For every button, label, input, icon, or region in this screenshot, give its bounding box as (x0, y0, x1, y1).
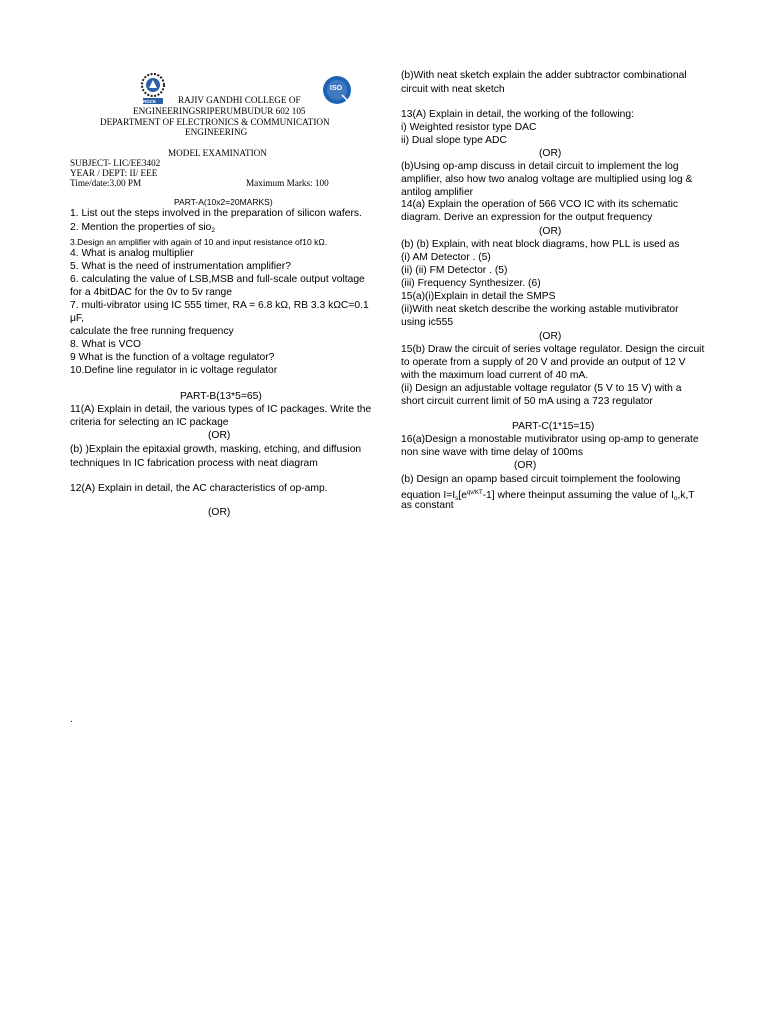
q15b-line2: to operate from a supply of 20 V and provide an output of 12 V (401, 357, 686, 368)
q11a-line1: 11(A) Explain in detail, the various types of IC packages. Write the (70, 404, 372, 415)
q12a: 12(A) Explain in detail, the AC characteristics of op-amp. (70, 483, 328, 494)
q16b-equation-line: equation $I=I_s[e^{qv/KT}-1]$ where theinput assuming the value of $I_o,k,T$ (401, 490, 695, 502)
q13a-line1: 13(A) Explain in detail, the working of the following: (401, 109, 634, 120)
year-dept-line: YEAR / DEPT: II/ EEE (70, 168, 158, 178)
part-a-q3: 3.Design an amplifier with again of 10 and input resistance of10 kΩ. (70, 237, 328, 247)
q16b-line1: (b) Design an opamp based circuit toimplement the foolowing (401, 474, 681, 485)
q15b-line3: with the maximum load current of 40 mA. (401, 370, 589, 381)
q14-or: (OR) (539, 226, 562, 237)
q13b-line3: antilog amplifier (401, 187, 474, 198)
q14b-line2: (i) AM Detector . (5) (401, 252, 491, 263)
q12b-line2: circuit with neat sketch (401, 84, 505, 95)
q15a-line1: 15(a)(i)Explain in detail the SMPS (401, 291, 556, 302)
q14b-line1: (b) (b) Explain, with neat block diagrams, how PLL is used as (401, 239, 680, 250)
part-b-title: PART-B(13*5=65) (180, 391, 262, 402)
q15b-line5: short circuit current limit of 50 mA using a 723 regulator (401, 396, 653, 407)
q12b-line1: (b)With neat sketch explain the adder subtractor combinational (401, 70, 687, 81)
part-a-q10: 10.Define line regulator in ic voltage regulator (70, 365, 278, 376)
q14b-line4: (iii) Frequency Synthesizer. (6) (401, 278, 541, 289)
max-marks: Maximum Marks: 100 (246, 178, 329, 188)
subject-line: SUBJECT- LIC/EE3402 (70, 158, 161, 168)
q15a-line2: (ii)With neat sketch describe the working astable mutivibrator (401, 304, 679, 315)
part-a-q9: 9 What is the function of a voltage regulator? (70, 352, 275, 363)
part-a-q8: 8. What is VCO (70, 339, 141, 350)
q16a-line2: non sine wave with time delay of 100ms (401, 447, 584, 458)
q11b-line1: (b) )Explain the epitaxial growth, masking, etching, and diffusion (70, 444, 362, 455)
q13a-line3: ii) Dual slope type ADC (401, 135, 507, 146)
part-a-q4: 4. What is analog multiplier (70, 248, 194, 259)
part-a-q1: 1. List out the steps involved in the preparation of silicon wafers. (70, 208, 362, 219)
q11a-line2: criteria for selecting an IC package (70, 417, 229, 428)
footer-dot: . (70, 714, 73, 725)
part-a-title: PART-A(10x2=20MARKS) (174, 197, 273, 207)
q16b-line3: as constant (401, 500, 454, 511)
iso-logo-text: ISO (330, 85, 343, 92)
part-a-q7-line1: 7. multi-vibrator using IC 555 timer, RA = 6.8 kΩ, RB 3.3 kΩC=0.1 (70, 300, 369, 311)
q14b-line3: (ii) (ii) FM Detector . (5) (401, 265, 508, 276)
q16-or: (OR) (514, 460, 537, 471)
q16a-line1: 16(a)Design a monostable mutivibrator using op-amp to generate (401, 434, 699, 445)
q13a-line2: i) Weighted resistor type DAC (401, 122, 537, 133)
q13-or: (OR) (539, 148, 562, 159)
part-a-q7-line2: μF, (70, 313, 84, 324)
part-a-q6-line2: for a 4bitDAC for the 0v to 5v range (70, 287, 232, 298)
q14a-line2: diagram. Derive an expression for the output frequency (401, 212, 653, 223)
college-logo-text: RGCE (143, 99, 157, 104)
part-a-q7-line3: calculate the free running frequency (70, 326, 234, 337)
q13b-line2: amplifier, also how two analog voltage are multiplied using log & (401, 174, 693, 185)
time-date-line: Time/date:3.00 PM (70, 178, 142, 188)
q15b-line4: (ii) Design an adjustable voltage regulator (5 V to 15 V) with a (401, 383, 682, 394)
q13b-line1: (b)Using op-amp discuss in detail circuit to implement the log (401, 161, 679, 172)
q15-or: (OR) (539, 331, 562, 342)
q12-or: (OR) (208, 507, 231, 518)
q11b-line2: techniques In IC fabrication process with neat diagram (70, 458, 318, 469)
part-a-q5: 5. What is the need of instrumentation amplifier? (70, 261, 291, 272)
department-line1: DEPARTMENT OF ELECTRONICS & COMMUNICATION (100, 117, 330, 127)
college-name-line2: ENGINEERINGSRIPERUMBUDUR 602 105 (133, 106, 306, 116)
q15b-line1: 15(b) Draw the circuit of series voltage regulator. Design the circuit (401, 344, 705, 355)
part-a-q2: 2. Mention the properties of sio$_2$ (70, 222, 216, 234)
q14a-line1: 14(a) Explain the operation of 566 VCO IC with its schematic (401, 199, 679, 210)
part-c-title: PART-C(1*15=15) (512, 421, 595, 432)
college-name-line1: RAJIV GANDHI COLLEGE OF (178, 95, 301, 105)
exam-title: MODEL EXAMINATION (168, 148, 267, 158)
department-line2: ENGINEERING (185, 127, 248, 137)
part-a-q6-line1: 6. calculating the value of LSB,MSB and full-scale output voltage (70, 274, 365, 285)
q11-or: (OR) (208, 430, 231, 441)
q15a-line3: using ic555 (401, 317, 454, 328)
